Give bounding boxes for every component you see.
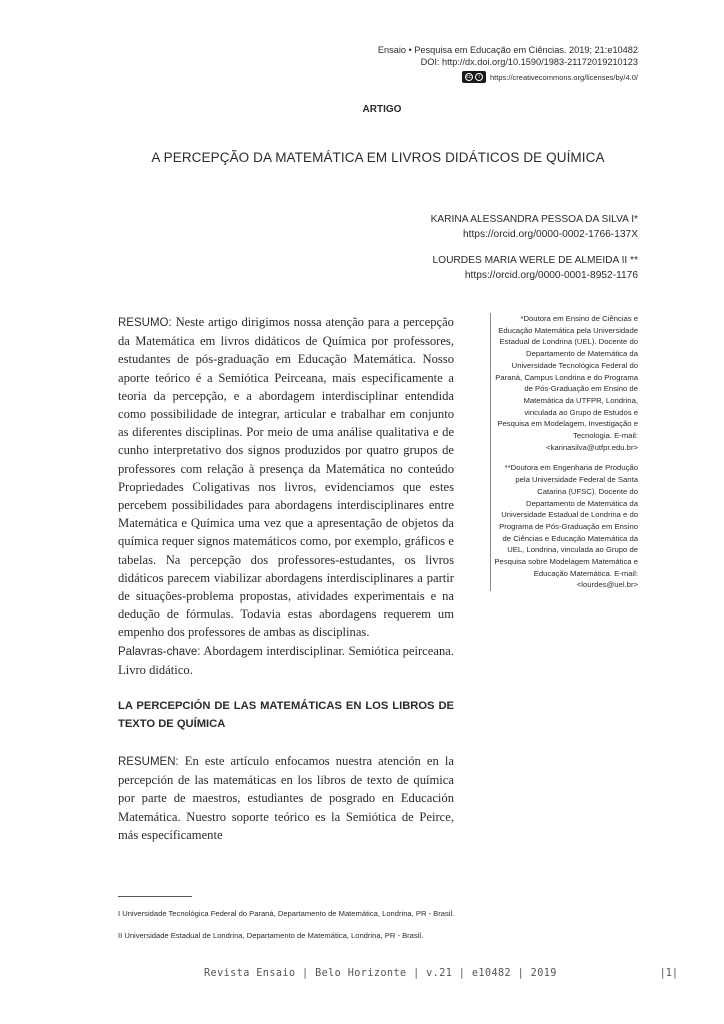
author-list xyxy=(431,212,638,283)
footnotes xyxy=(118,908,454,952)
author-orcid-link[interactable]: https://orcid.org/0000-0002-1766-137X xyxy=(462,229,638,240)
abstract-es xyxy=(118,752,454,844)
article-title: A PERCEPÇÃO DA MATEMÁTICA EM LIVROS DIDÁTICOS DE QUÍMICA xyxy=(151,150,605,165)
abstract-text: Neste artigo dirigimos nossa atenção para a percepção da Matemática em livros didáticos de Química por professores, estudantes de pós-graduação em Educação Matemática. Nosso aporte teórico é a Semiótica Peirceana, mais especificamente a teoria da percepção, e a abordagem interdisciplinar entendida como possibilidade de integrar, articular e trabalhar em conjunto as diferentes disciplinas. Por meio de uma análise qualitativa e de cunho interpretativo dos signos produzidos por quatro grupos de professores com relação à presença da Matemática no conteúdo Propriedades Coligativas nos livros, evidenciamos que estes percebem possibilidades para abordagens interdisciplinares entre Matemática e Química uma vez que a apresentação de objetos da química requer signos matemáticos como, por exemplo, gráficos e tabelas. Na percepção dos professores-estudantes, os livros didáticos parecem viabilizar abordagens interdisciplinares a partir de situações-problema propostas, atividades experimentais e na dedução de fórmulas. Todavia estas abordagens requerem um empenho dos professores de ambas as disciplinas. xyxy=(118,315,454,640)
resumen-label: RESUMEN: xyxy=(118,756,179,769)
journal-header xyxy=(378,44,638,68)
doi-line[interactable]: DOI: http://dx.doi.org/10.1590/1983-21172019210123 xyxy=(420,57,638,67)
author-orcid-link[interactable]: https://orcid.org/0000-0001-8952-1176 xyxy=(464,270,638,281)
cc-by-icon[interactable]: cc i xyxy=(462,71,486,83)
keywords-label: Palavras-chave: xyxy=(118,645,201,658)
footnote-divider xyxy=(118,896,192,897)
footer-citation: Revista Ensaio | Belo Horizonte | v.21 | e10482 | 2019 xyxy=(204,968,557,979)
footnote: I Universidade Tecnológica Federal do Paraná, Departamento de Matemática, Londrina, PR - Brasil. xyxy=(118,909,455,918)
license-link[interactable]: https://creativecommons.org/licenses/by/4.0/ xyxy=(490,72,638,82)
page-number: |1| xyxy=(659,968,678,979)
author-affiliation-notes xyxy=(490,313,644,591)
main-column xyxy=(118,313,454,844)
license-block xyxy=(462,71,638,83)
abstract-pt xyxy=(118,313,454,642)
author-name: KARINA ALESSANDRA PESSOA DA SILVA I* xyxy=(430,214,638,225)
keywords-text: Abordagem interdisciplinar. Semiótica peirceana. Livro didático. xyxy=(118,643,454,677)
affiliation-note: *Doutora em Ensino de Ciências e Educação Matemática pela Universidade Estadual de Londrina (UEL). Docente do Departamento de Matemática da Universidade Tecnológica Federal do Paraná, Campus Londrina e do Programa de Pós-Graduação em Ensino de Matemática da UTFPR, Londrina, vinculada ao Grupo de Estudos e Pesquisa em Modelagem, Investigação e Tecnologia. E-mail: <karinasilva@utfpr.edu.br> xyxy=(495,314,638,452)
abstract-label: RESUMO: xyxy=(118,317,172,329)
spanish-title: LA PERCEPCIÓN DE LAS MATEMÁTICAS EN LOS LIBROS DE TEXTO DE QUÍMICA xyxy=(118,700,454,731)
keywords xyxy=(118,642,454,679)
author-name: LOURDES MARIA WERLE DE ALMEIDA II ** xyxy=(432,255,638,266)
journal-citation-line: Ensaio • Pesquisa em Educação em Ciências. 2019; 21:e10482 xyxy=(377,45,638,55)
footnote: II Universidade Estadual de Londrina, Departamento de Matemática, Londrina, PR - Brasil. xyxy=(118,931,424,940)
affiliation-note: **Doutora em Engenharia de Produção pela Universidade Federal de Santa Catarina (UFSC). Docente do Departamento de Matemática da Universidade Estadual de Londrina e do Programa de Pós-Graduação em Ensino de Ciências e Educação Matemática da UEL, Londrina, vinculada ao Grupo de Pesquisa sobre Modelagem Matemática e Educação Matemática. E-mail: <lourdes@uel.br> xyxy=(494,463,638,590)
resumen-text: En este artículo enfocamos nuestra atención en la percepción de las matemáticas en los libros de texto de química por parte de maestros, estudiantes de posgrado en Educación Matemática. Nuestro soporte teórico es la Semiótica de Peirce, más específicamente xyxy=(118,754,454,842)
section-label: ARTIGO xyxy=(362,104,402,115)
